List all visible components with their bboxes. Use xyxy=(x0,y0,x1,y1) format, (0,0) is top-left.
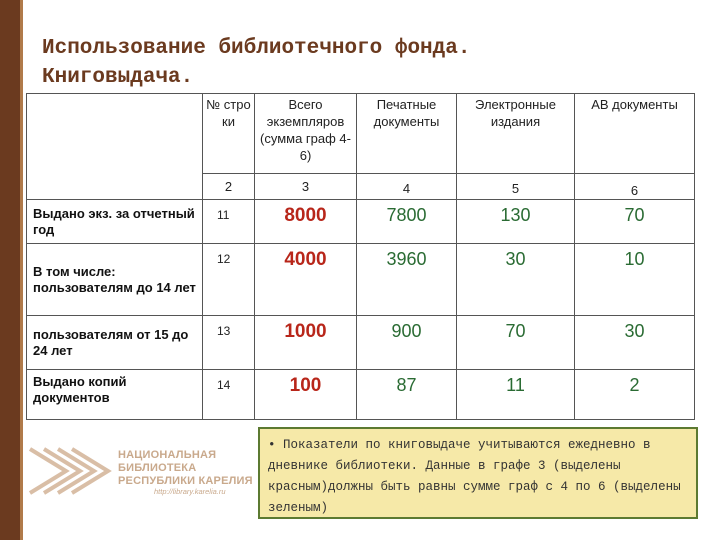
electronic-value: 130 xyxy=(457,200,575,244)
logo-text xyxy=(118,449,254,488)
printed-value: 900 xyxy=(357,316,457,370)
row-number: 14 xyxy=(203,370,255,420)
table-row xyxy=(27,370,695,420)
electronic-value: 70 xyxy=(457,316,575,370)
total-value: 1000 xyxy=(255,316,357,370)
electronic-value: 30 xyxy=(457,244,575,316)
row-number: 11 xyxy=(203,200,255,244)
logo-line-1: НАЦИОНАЛЬНАЯ БИБЛИОТЕКА xyxy=(118,449,217,474)
total-value: 8000 xyxy=(255,200,357,244)
logo-chevrons-icon xyxy=(26,441,112,501)
left-decorative-bar xyxy=(0,0,20,540)
table-row xyxy=(27,316,695,370)
col-number-5: 5 xyxy=(457,174,575,200)
header-total: Всего экземпляров (сумма граф 4-6) xyxy=(255,94,357,174)
row-label: Выдано копий документов xyxy=(27,370,203,420)
av-value: 10 xyxy=(575,244,695,316)
logo-line-2: РЕСПУБЛИКИ КАРЕЛИЯ xyxy=(118,475,253,487)
note-box: • Показатели по книговыдаче учитываются ежедневно в дневнике библиотеки. Данные в графе 3 (выделены красным)должны быть равны сумме граф с 4 по 6 (выделены зеленым) xyxy=(258,427,698,519)
row-label: В том числе: пользователям до 14 лет xyxy=(27,244,203,316)
header-av: АВ документы xyxy=(575,94,695,174)
row-number: 12 xyxy=(203,244,255,316)
col-number-4: 4 xyxy=(357,174,457,200)
library-logo xyxy=(26,435,254,515)
total-value: 4000 xyxy=(255,244,357,316)
slide-title xyxy=(42,34,702,92)
title-line-1: Использование библиотечного фонда. xyxy=(42,37,471,60)
table-row xyxy=(27,244,695,316)
av-value: 70 xyxy=(575,200,695,244)
row-label: пользователям от 15 до 24 лет xyxy=(27,316,203,370)
electronic-value: 11 xyxy=(457,370,575,420)
col-number-2: 2 xyxy=(203,174,255,200)
header-row-number: № стро ки xyxy=(203,94,255,174)
header-electronic: Электронные издания xyxy=(457,94,575,174)
row-label: Выдано экз. за отчетный год xyxy=(27,200,203,244)
table-header-row xyxy=(27,94,695,174)
col-number-3: 3 xyxy=(255,174,357,200)
row-number: 13 xyxy=(203,316,255,370)
logo-url: http://library.karelia.ru xyxy=(154,487,226,496)
lending-table xyxy=(26,93,695,420)
total-value: 100 xyxy=(255,370,357,420)
title-line-2: Книговыдача. xyxy=(42,66,194,89)
av-value: 30 xyxy=(575,316,695,370)
left-decorative-stripe xyxy=(20,0,23,540)
col-number-6: 6 xyxy=(575,174,695,200)
av-value: 2 xyxy=(575,370,695,420)
header-empty-cell xyxy=(27,94,203,200)
printed-value: 87 xyxy=(357,370,457,420)
table-row xyxy=(27,200,695,244)
printed-value: 3960 xyxy=(357,244,457,316)
header-printed: Печатные документы xyxy=(357,94,457,174)
printed-value: 7800 xyxy=(357,200,457,244)
